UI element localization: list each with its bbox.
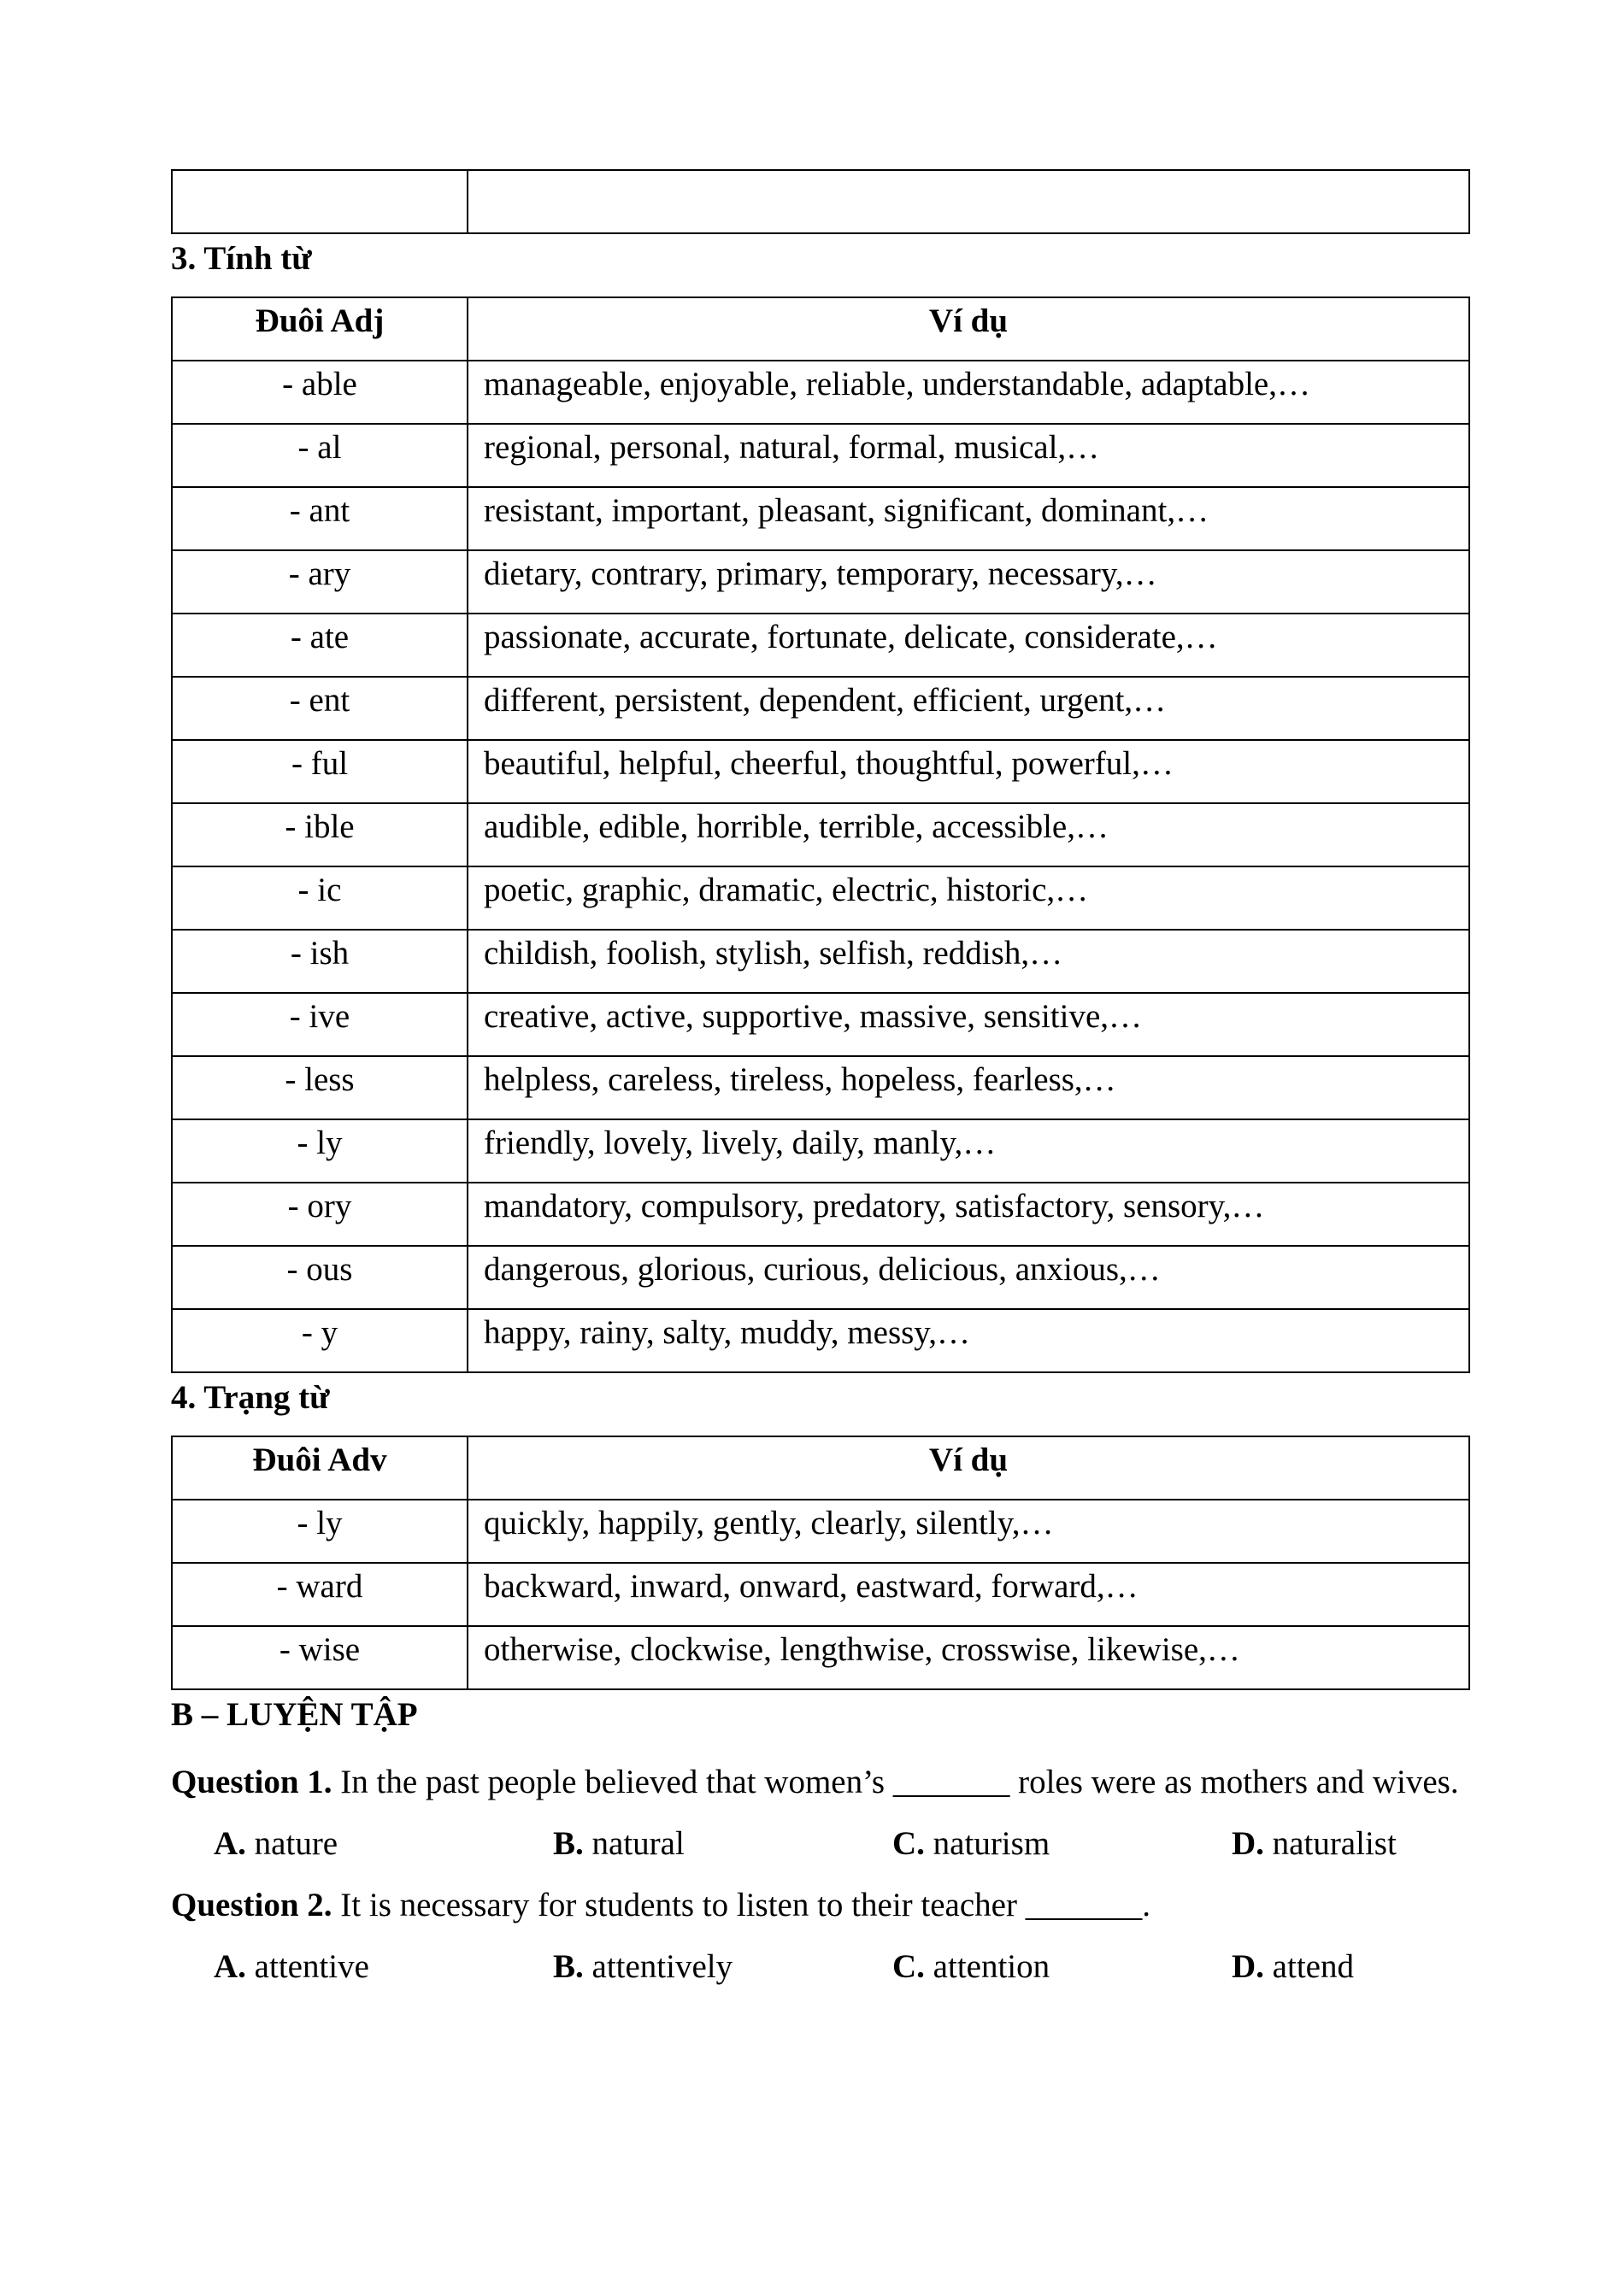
table-cell: [172, 170, 468, 233]
table-row: [172, 1246, 1469, 1309]
suffix-cell: - ent: [172, 677, 468, 740]
examples-cell: dietary, contrary, primary, temporary, necessary,…: [468, 550, 1469, 614]
question-text: [171, 1752, 1468, 1813]
option-text: naturalist: [1272, 1825, 1397, 1862]
answer-option[interactable]: [214, 1813, 553, 1875]
table-row: [172, 993, 1469, 1056]
option-letter: B.: [553, 1825, 584, 1862]
table-row: [172, 930, 1469, 993]
answer-option[interactable]: [214, 1936, 553, 1998]
table-cell: [468, 170, 1469, 233]
suffix-cell: - y: [172, 1309, 468, 1372]
table-row: [172, 1183, 1469, 1246]
question-text: [171, 1875, 1468, 1936]
question-body: It is necessary for students to listen to their teacher _______.: [340, 1887, 1150, 1923]
table-row: [172, 677, 1469, 740]
suffix-cell: - ly: [172, 1500, 468, 1563]
question-list: [171, 1752, 1468, 1998]
examples-cell: creative, active, supportive, massive, sensitive,…: [468, 993, 1469, 1056]
option-text: attention: [933, 1948, 1050, 1985]
suffix-cell: - able: [172, 361, 468, 424]
examples-cell: helpless, careless, tireless, hopeless, fearless,…: [468, 1056, 1469, 1119]
table-row: [172, 424, 1469, 487]
option-text: attend: [1272, 1948, 1354, 1985]
suffix-cell: - ate: [172, 614, 468, 677]
option-letter: A.: [214, 1948, 246, 1985]
examples-cell: poetic, graphic, dramatic, electric, historic,…: [468, 866, 1469, 930]
examples-cell: audible, edible, horrible, terrible, accessible,…: [468, 803, 1469, 866]
suffix-cell: - ory: [172, 1183, 468, 1246]
option-text: nature: [254, 1825, 338, 1862]
table-row: [172, 740, 1469, 803]
column-header-examples: Ví dụ: [468, 1436, 1469, 1500]
question-label: Question 2.: [171, 1887, 332, 1923]
section-heading-adjectives: 3. Tính từ: [171, 240, 312, 277]
examples-cell: dangerous, glorious, curious, delicious, anxious,…: [468, 1246, 1469, 1309]
suffix-cell: - ant: [172, 487, 468, 550]
table-row: [172, 487, 1469, 550]
examples-cell: passionate, accurate, fortunate, delicate, considerate,…: [468, 614, 1469, 677]
suffix-cell: - ful: [172, 740, 468, 803]
suffix-cell: - ward: [172, 1563, 468, 1626]
answer-option[interactable]: [1232, 1813, 1397, 1875]
answer-option[interactable]: [553, 1813, 892, 1875]
examples-cell: mandatory, compulsory, predatory, satisfactory, sensory,…: [468, 1183, 1469, 1246]
table-header-row: [172, 1436, 1469, 1500]
table-header-row: [172, 297, 1469, 361]
examples-cell: regional, personal, natural, formal, musical,…: [468, 424, 1469, 487]
examples-cell: backward, inward, onward, eastward, forward,…: [468, 1563, 1469, 1626]
column-header-suffix: Đuôi Adj: [172, 297, 468, 361]
section-heading-practice: B – LUYỆN TẬP: [171, 1696, 418, 1733]
table-row: [172, 866, 1469, 930]
suffix-cell: - wise: [172, 1626, 468, 1689]
answer-option[interactable]: [1232, 1936, 1354, 1998]
suffix-cell: - less: [172, 1056, 468, 1119]
option-letter: C.: [892, 1948, 925, 1985]
suffix-cell: - ly: [172, 1119, 468, 1183]
option-text: naturism: [933, 1825, 1050, 1862]
table-row: [172, 170, 1469, 233]
column-header-suffix: Đuôi Adv: [172, 1436, 468, 1500]
table-row: [172, 614, 1469, 677]
table-body: [172, 361, 1469, 1372]
option-letter: C.: [892, 1825, 925, 1862]
table-row: [172, 1626, 1469, 1689]
option-letter: D.: [1232, 1948, 1264, 1985]
option-text: natural: [591, 1825, 685, 1862]
answer-option[interactable]: [553, 1936, 892, 1998]
table-row: [172, 1563, 1469, 1626]
column-header-examples: Ví dụ: [468, 297, 1469, 361]
answer-option[interactable]: [892, 1936, 1232, 1998]
answer-options: [171, 1813, 1468, 1875]
table-row: [172, 1056, 1469, 1119]
suffix-cell: - ous: [172, 1246, 468, 1309]
suffix-cell: - ish: [172, 930, 468, 993]
examples-cell: otherwise, clockwise, lengthwise, crosswise, likewise,…: [468, 1626, 1469, 1689]
top-table: [171, 169, 1470, 234]
adverb-suffix-table: [171, 1436, 1470, 1690]
answer-option[interactable]: [892, 1813, 1232, 1875]
suffix-cell: - ary: [172, 550, 468, 614]
table-row: [172, 1500, 1469, 1563]
examples-cell: resistant, important, pleasant, significant, dominant,…: [468, 487, 1469, 550]
option-text: attentively: [591, 1948, 733, 1985]
document-page: [171, 169, 1468, 1998]
table-row: [172, 803, 1469, 866]
examples-cell: quickly, happily, gently, clearly, silently,…: [468, 1500, 1469, 1563]
table-row: [172, 1309, 1469, 1372]
answer-options: [171, 1936, 1468, 1998]
suffix-cell: - ive: [172, 993, 468, 1056]
table-row: [172, 361, 1469, 424]
option-letter: A.: [214, 1825, 246, 1862]
adjective-suffix-table: [171, 297, 1470, 1373]
examples-cell: beautiful, helpful, cheerful, thoughtful, powerful,…: [468, 740, 1469, 803]
section-heading-adverbs: 4. Trạng từ: [171, 1379, 330, 1416]
option-text: attentive: [254, 1948, 369, 1985]
table-row: [172, 1119, 1469, 1183]
suffix-cell: - ible: [172, 803, 468, 866]
question-body: In the past people believed that women’s _______ roles were as mothers and wives.: [340, 1764, 1459, 1800]
examples-cell: happy, rainy, salty, muddy, messy,…: [468, 1309, 1469, 1372]
examples-cell: friendly, lovely, lively, daily, manly,…: [468, 1119, 1469, 1183]
question-label: Question 1.: [171, 1764, 332, 1800]
table-body: [172, 1500, 1469, 1689]
suffix-cell: - ic: [172, 866, 468, 930]
examples-cell: different, persistent, dependent, efficient, urgent,…: [468, 677, 1469, 740]
examples-cell: childish, foolish, stylish, selfish, reddish,…: [468, 930, 1469, 993]
table-row: [172, 550, 1469, 614]
examples-cell: manageable, enjoyable, reliable, understandable, adaptable,…: [468, 361, 1469, 424]
option-letter: B.: [553, 1948, 584, 1985]
option-letter: D.: [1232, 1825, 1264, 1862]
suffix-cell: - al: [172, 424, 468, 487]
